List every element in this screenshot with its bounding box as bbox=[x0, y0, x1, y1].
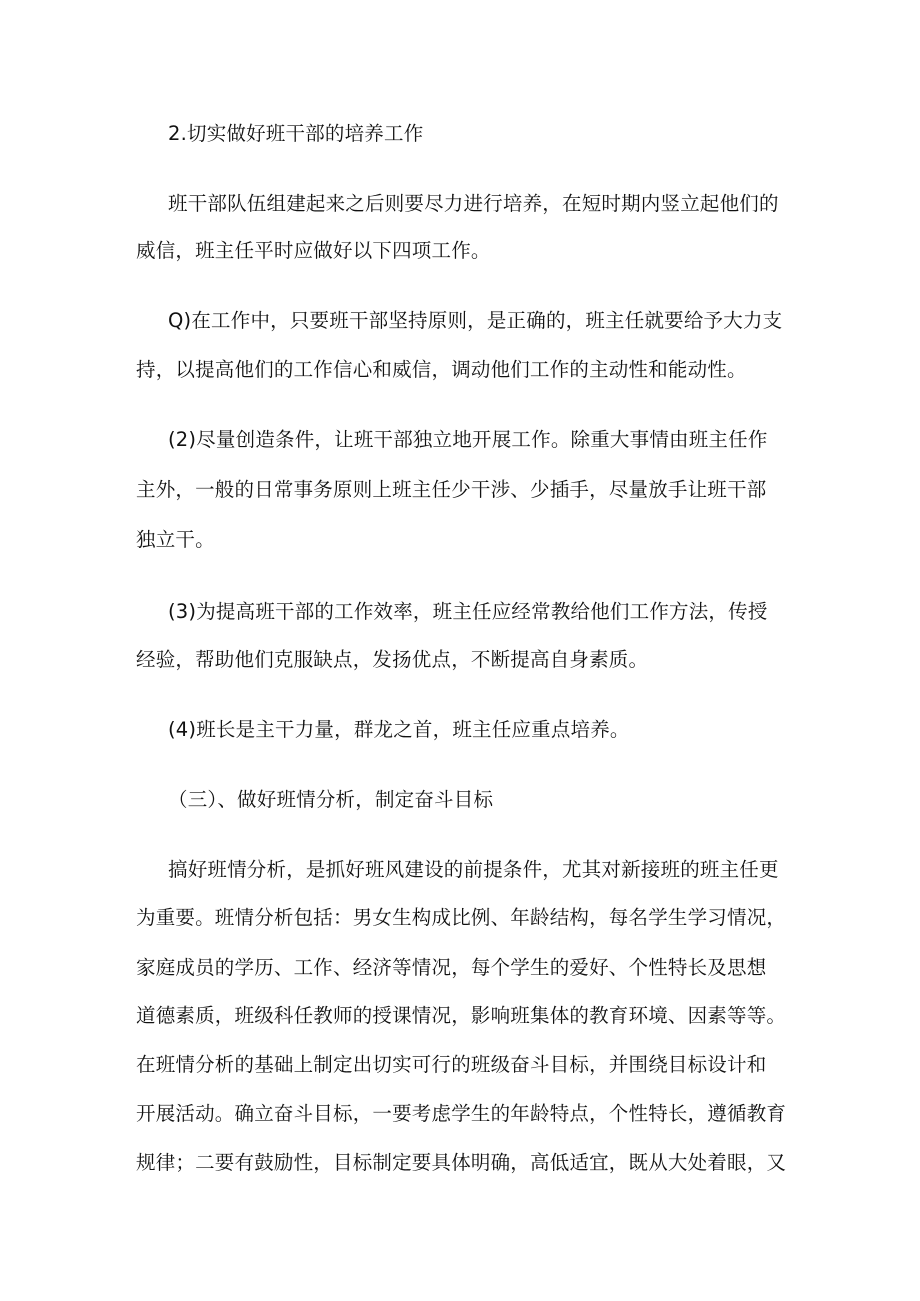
section-heading: 2.切实做好班干部的培养工作 bbox=[168, 122, 424, 145]
list-item-line: (3)为提高班干部的工作效率，班主任应经常教给他们工作方法，传授 bbox=[168, 600, 768, 623]
paragraph-line: 威信，班主任平时应做好以下四项工作。 bbox=[136, 239, 491, 262]
list-item-line: (4)班长是主干力量，群龙之首，班主任应重点培养。 bbox=[168, 718, 630, 741]
section-heading: （三）、做好班情分析，制定奋斗目标 bbox=[168, 788, 494, 811]
paragraph-line: 开展活动。确立奋斗目标，一要考虑学生的年龄特点，个性特长，遵循教育 bbox=[136, 1102, 787, 1125]
list-item-line: (2)尽量创造条件，让班干部独立地开展工作。除重大事情由班主任作 bbox=[168, 428, 768, 451]
paragraph-line: 为重要。班情分析包括：男女生构成比例、年龄结构，每名学生学习情况， bbox=[136, 906, 787, 929]
paragraph-line: 规律；二要有鼓励性，目标制定要具体明确，高低适宜，既从大处着眼，又 bbox=[136, 1151, 787, 1174]
paragraph-line: 搞好班情分析，是抓好班风建设的前提条件，尤其对新接班的班主任更 bbox=[168, 858, 779, 881]
paragraph-line: 家庭成员的学历、工作、经济等情况，每个学生的爱好、个性特长及思想 bbox=[136, 956, 767, 979]
paragraph-line: 班干部队伍组建起来之后则要尽力进行培养，在短时期内竖立起他们的 bbox=[168, 192, 779, 215]
list-item-line: 主外，一般的日常事务原则上班主任少干涉、少插手，尽量放手让班干部 bbox=[136, 478, 767, 501]
list-item-line: 独立干。 bbox=[136, 528, 215, 551]
list-item-line: 持，以提高他们的工作信心和威信，调动他们工作的主动性和能动性。 bbox=[136, 358, 747, 381]
paragraph-line: 道德素质，班级科任教师的授课情况，影响班集体的教育环境、因素等等。 bbox=[136, 1004, 787, 1027]
list-item-line: Q)在工作中，只要班干部坚持原则，是正确的，班主任就要给予大力支 bbox=[168, 309, 783, 332]
paragraph-line: 在班情分析的基础上制定出切实可行的班级奋斗目标，并围绕目标设计和 bbox=[136, 1053, 767, 1076]
list-item-line: 经验，帮助他们克服缺点，发扬优点，不断提高自身素质。 bbox=[136, 648, 649, 671]
